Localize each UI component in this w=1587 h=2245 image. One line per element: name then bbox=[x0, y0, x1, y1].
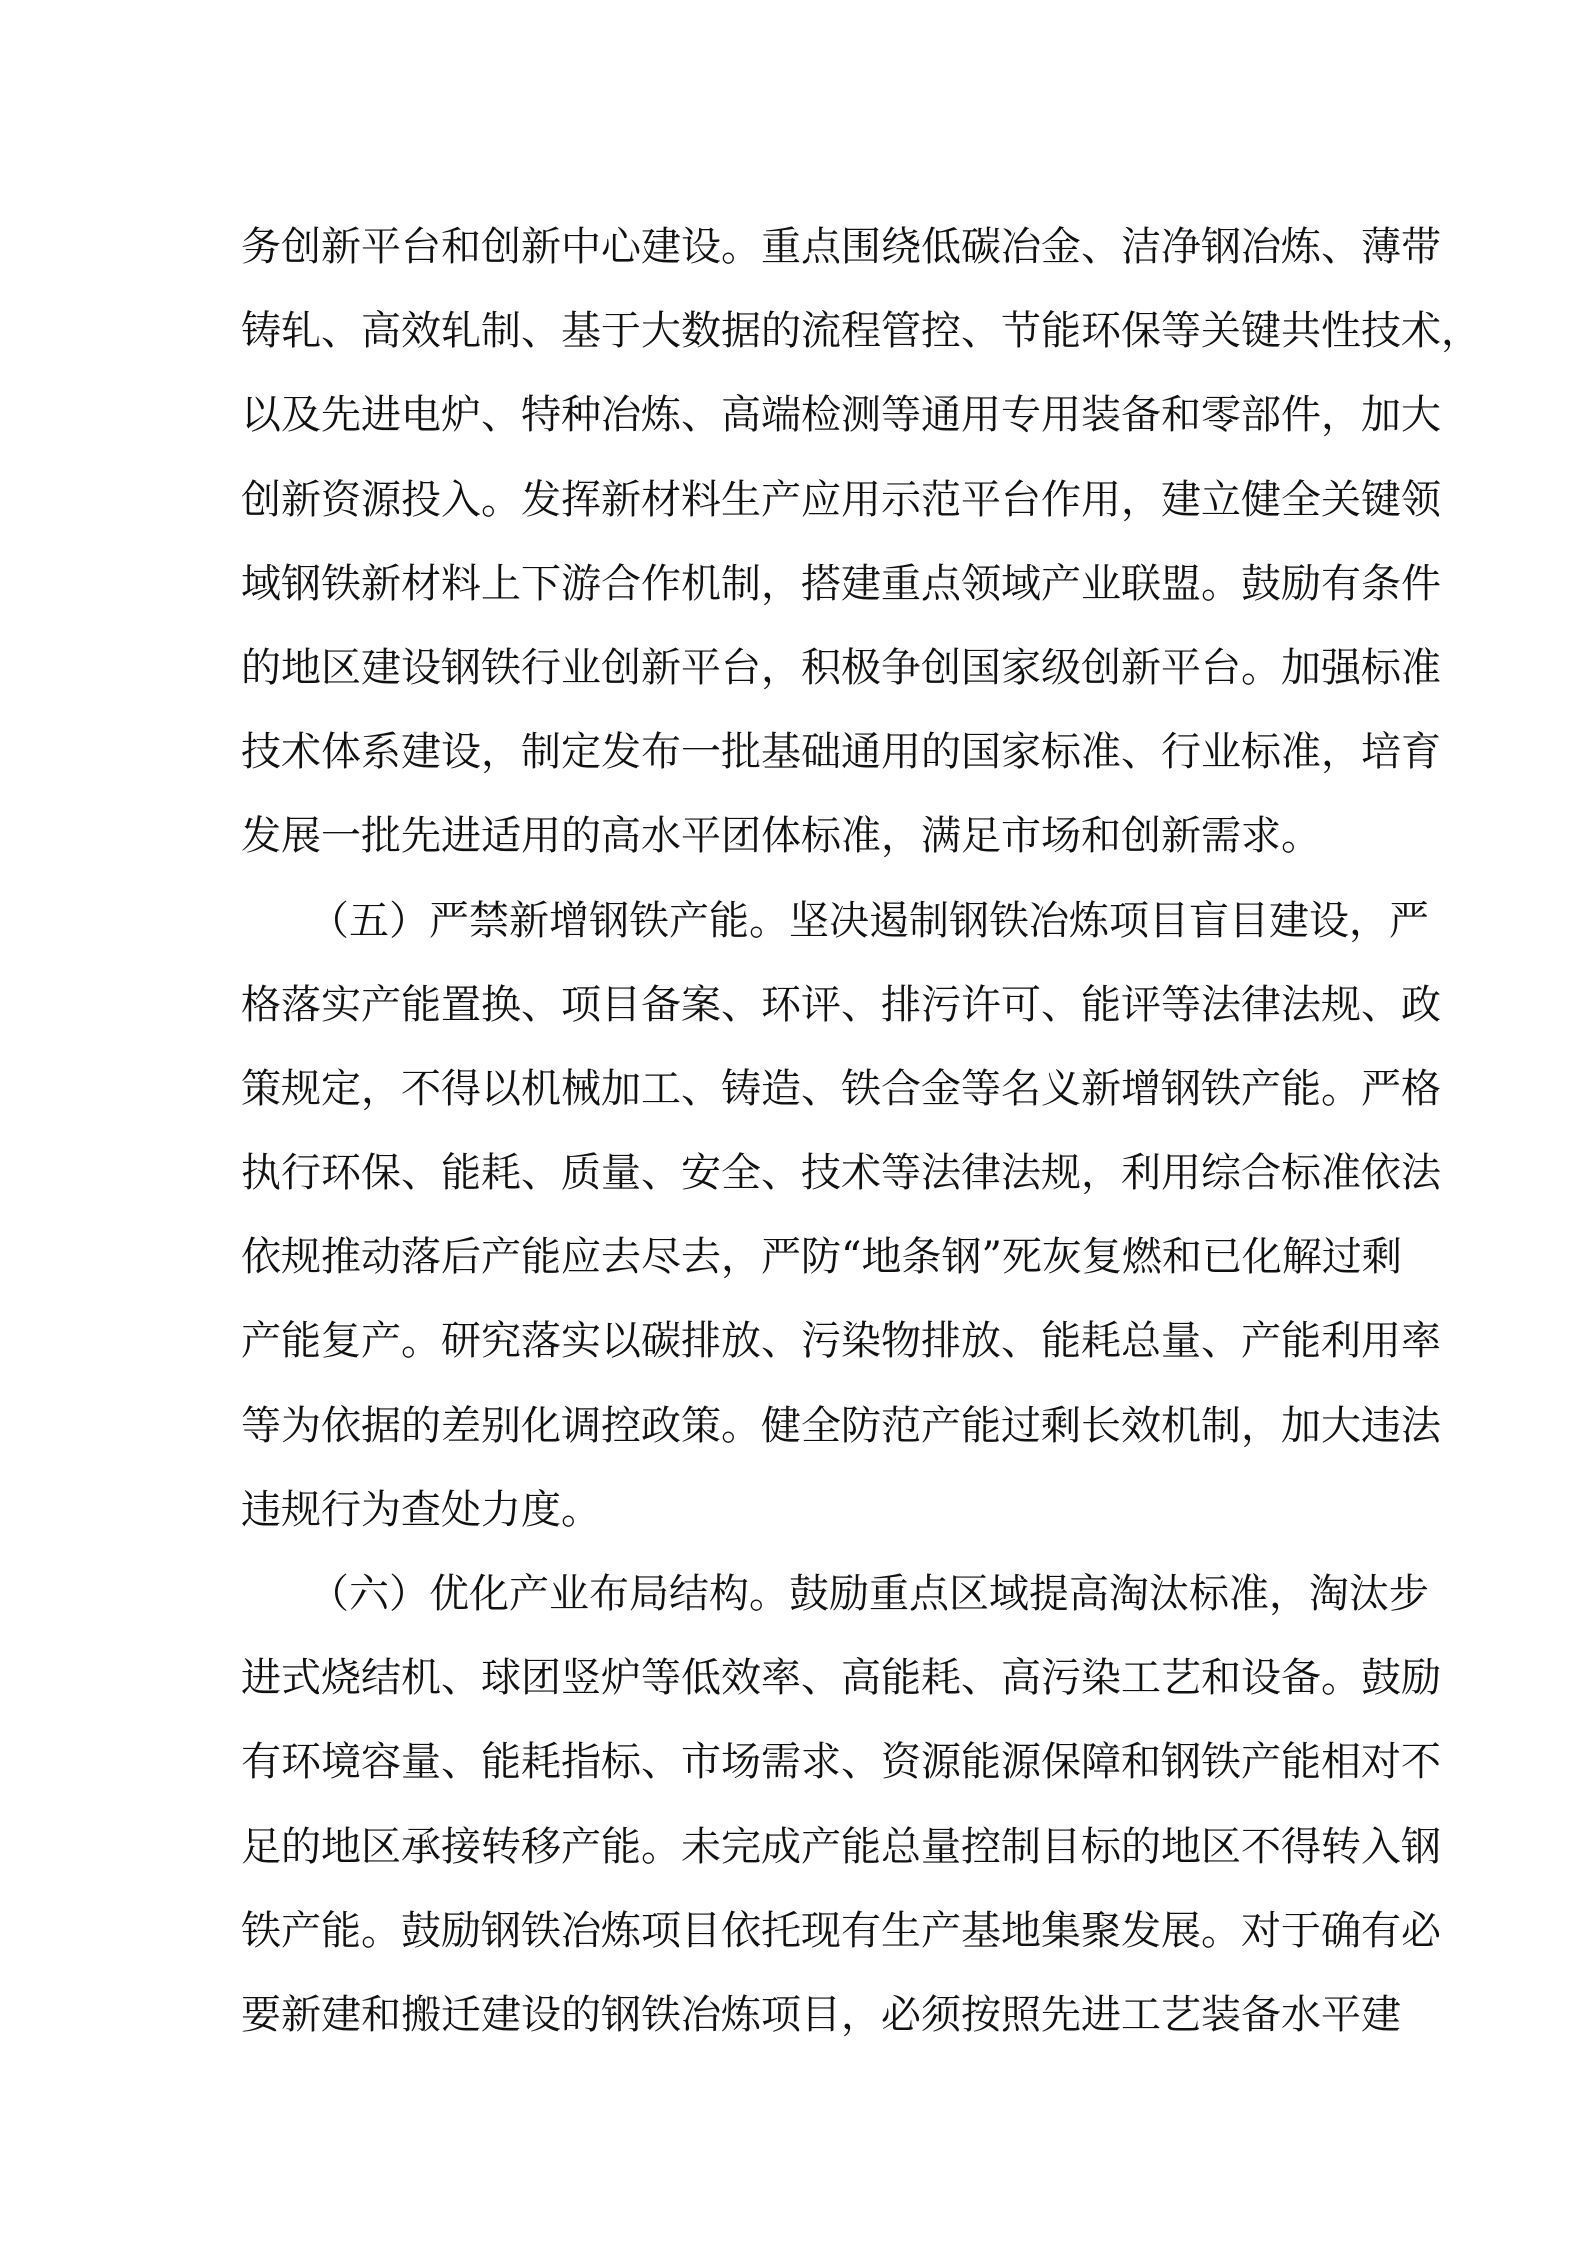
text-line: 有环境容量、能耗指标、市场需求、资源能源保障和钢铁产能相对不 bbox=[241, 1739, 1441, 1786]
text-line: 违规行为查处力度。 bbox=[241, 1486, 601, 1533]
text-line: 发展一批先进适用的高水平团体标准，满足市场和创新需求。 bbox=[241, 813, 1321, 860]
text-line: 的地区建设钢铁行业创新平台，积极争创国家级创新平台。加强标准 bbox=[241, 644, 1441, 691]
text-line: 以及先进电炉、特种冶炼、高端检测等通用专用装备和零部件，加大 bbox=[241, 392, 1441, 439]
text-line: 铁产能。鼓励钢铁冶炼项目依托现有生产基地集聚发展。对于确有必 bbox=[241, 1907, 1441, 1954]
text-line: 足的地区承接转移产能。未完成产能总量控制目标的地区不得转入钢 bbox=[241, 1823, 1441, 1870]
section-6-heading-line: （六）优化产业布局结构。鼓励重点区域提高淘汰标准，淘汰步 bbox=[309, 1571, 1429, 1617]
section-5-heading-line: （五）严禁新增钢铁产能。坚决遏制钢铁冶炼项目盲目建设，严 bbox=[309, 897, 1429, 944]
text-line: 策规定，不得以机械加工、铸造、铁合金等名义新增钢铁产能。严格 bbox=[241, 1065, 1441, 1112]
text-line: 进式烧结机、球团竖炉等低效率、高能耗、高污染工艺和设备。鼓励 bbox=[241, 1655, 1441, 1702]
text-line: 格落实产能置换、项目备案、环评、排污许可、能评等法律法规、政 bbox=[241, 981, 1441, 1028]
text-line: 产能复产。研究落实以碳排放、污染物排放、能耗总量、产能利用率 bbox=[241, 1318, 1441, 1365]
text-line: 等为依据的差别化调控政策。健全防范产能过剩长效机制，加大违法 bbox=[241, 1402, 1441, 1449]
text-line: 务创新平台和创新中心建设。重点围绕低碳冶金、洁净钢冶炼、薄带 bbox=[241, 224, 1441, 270]
text-line: 要新建和搬迁建设的钢铁冶炼项目，必须按照先进工艺装备水平建 bbox=[241, 1991, 1401, 2038]
text-line: 技术体系建设，制定发布一批基础通用的国家标准、行业标准，培育 bbox=[241, 729, 1441, 776]
text-line: 域钢铁新材料上下游合作机制，搭建重点领域产业联盟。鼓励有条件 bbox=[241, 560, 1441, 607]
text-line: 创新资源投入。发挥新材料生产应用示范平台作用，建立健全关键领 bbox=[241, 476, 1441, 523]
text-line: 依规推动落后产能应去尽去，严防“地条钢”死灰复燃和已化解过剩 bbox=[241, 1234, 1402, 1281]
text-line: 执行环保、能耗、质量、安全、技术等法律法规，利用综合标准依法 bbox=[241, 1150, 1441, 1197]
text-line: 铸轧、高效轧制、基于大数据的流程管控、节能环保等关键共性技术， bbox=[241, 308, 1481, 355]
body-text bbox=[241, 205, 1481, 2057]
